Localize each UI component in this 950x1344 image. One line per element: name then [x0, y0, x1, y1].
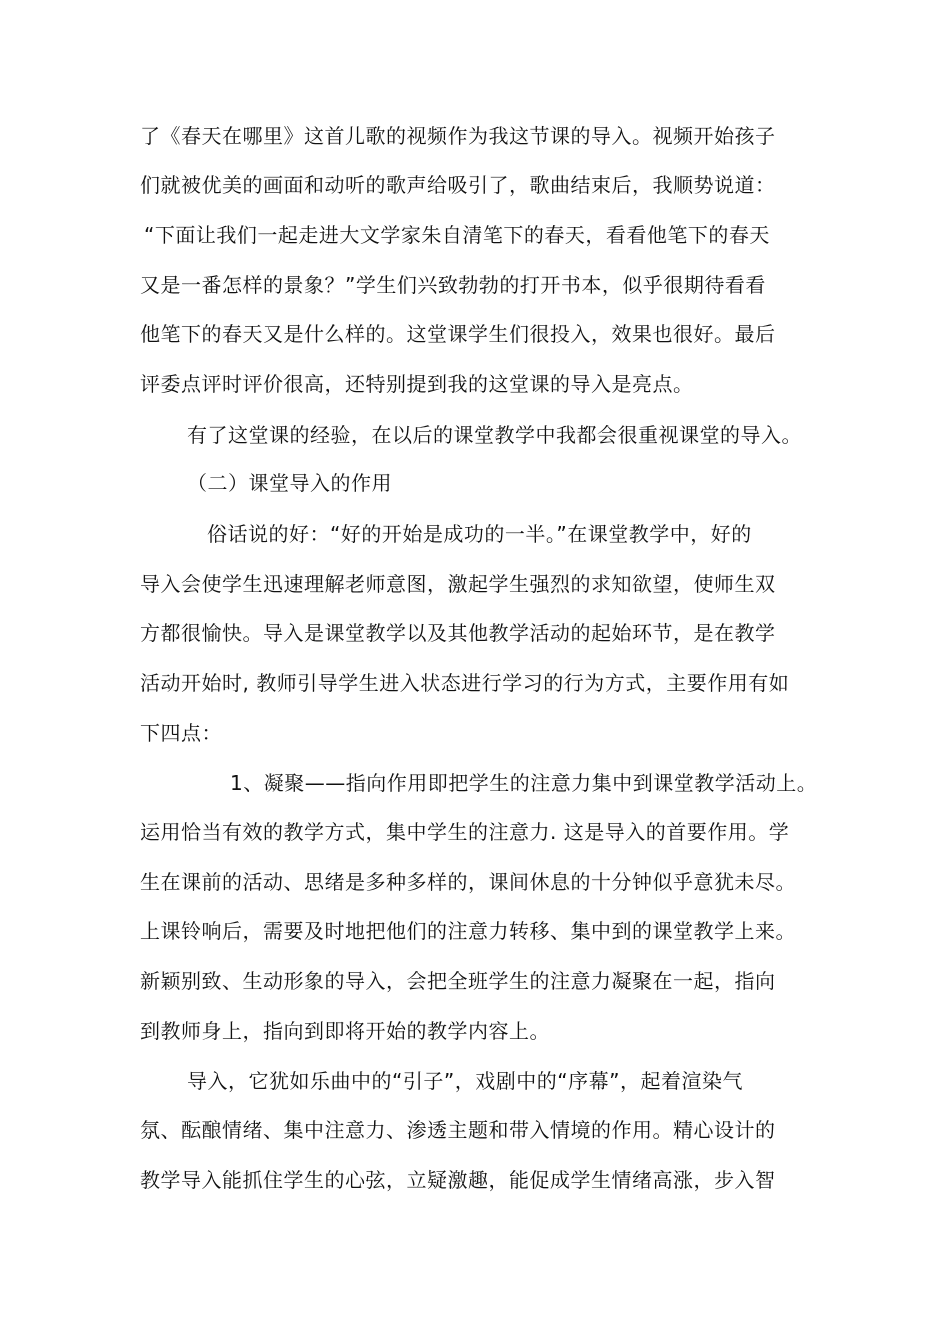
text-line-22: 教学导入能抓住学生的心弦，立疑激趣，能促成学生情绪高涨，步入智 — [140, 1168, 776, 1192]
text-line-16: 生在课前的活动、思绪是多种多样的，课间休息的十分钟似乎意犹未尽。 — [140, 870, 796, 894]
text-line-1: 了《春天在哪里》这首儿歌的视频作为我这节课的导入。视频开始孩子 — [140, 124, 776, 148]
text-line-2: 们就被优美的画面和动听的歌声给吸引了，歌曲结束后，我顺势说道： — [140, 173, 776, 197]
text-line-11: 方都很愉快。导入是课堂教学以及其他教学活动的起始环节，是在教学 — [140, 621, 776, 645]
text-line-14: 1、凝聚——指向作用即把学生的注意力集中到课堂教学活动上。 — [230, 771, 818, 795]
text-line-21: 氛、酝酿情绪、集中注意力、渗透主题和带入情境的作用。精心设计的 — [140, 1118, 776, 1142]
text-line-6: 评委点评时评价很高，还特别提到我的这堂课的导入是亮点。 — [140, 372, 694, 396]
text-line-15: 运用恰当有效的教学方式，集中学生的注意力. 这是导入的首要作用。学 — [140, 820, 790, 844]
text-line-9: 俗话说的好：“好的开始是成功的一半。”在课堂教学中，好的 — [207, 522, 752, 546]
section-heading: （二）课堂导入的作用 — [187, 471, 392, 495]
text-line-7: 有了这堂课的经验，在以后的课堂教学中我都会很重视课堂的导入。 — [187, 423, 802, 447]
text-line-3: “下面让我们一起走进大文学家朱自清笔下的春天，看看他笔下的春天 — [144, 223, 770, 247]
text-line-5: 他笔下的春天又是什么样的。这堂课学生们很投入，效果也很好。最后 — [140, 322, 776, 346]
text-line-4: 又是一番怎样的景象？”学生们兴致勃勃的打开书本，似乎很期待看看 — [140, 273, 766, 297]
text-line-18: 新颖别致、生动形象的导入，会把全班学生的注意力凝聚在一起，指向 — [140, 969, 776, 993]
text-line-10: 导入会使学生迅速理解老师意图，激起学生强烈的求知欲望，使师生双 — [140, 572, 776, 596]
text-line-20: 导入，它犹如乐曲中的“引子”，戏剧中的“序幕”，起着渲染气 — [187, 1069, 743, 1093]
text-line-19: 到教师身上，指向到即将开始的教学内容上。 — [140, 1019, 550, 1043]
text-line-13: 下四点： — [140, 721, 222, 745]
text-line-12: 活动开始时, 教师引导学生进入状态进行学习的行为方式，主要作用有如 — [140, 671, 790, 695]
text-line-17: 上课铃响后，需要及时地把他们的注意力转移、集中到的课堂教学上来。 — [140, 919, 796, 943]
